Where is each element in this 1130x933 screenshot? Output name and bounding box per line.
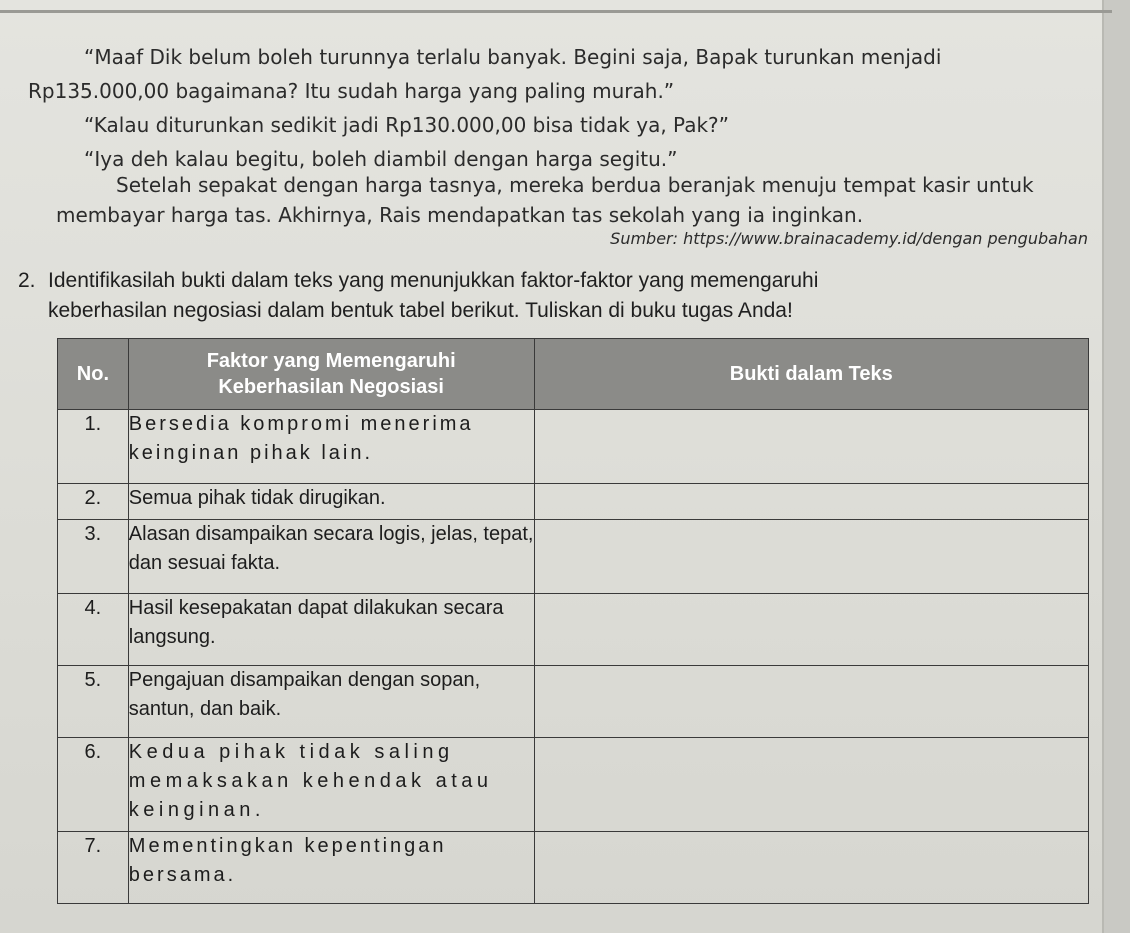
table-row — [58, 738, 1089, 832]
header-factor-line-2: Keberhasilan Negosiasi — [218, 376, 444, 398]
row-number: 3. — [58, 520, 129, 594]
passage-line-4: “Iya deh kalau begitu, boleh diambil dengan harga segitu.” — [84, 147, 678, 171]
header-evidence: Bukti dalam Teks — [534, 339, 1088, 410]
row-factor: Kedua pihak tidak saling memaksakan kehendak atau keinginan. — [128, 738, 534, 832]
table-row — [58, 594, 1089, 666]
row-evidence[interactable] — [534, 594, 1088, 666]
question-line-2: keberhasilan negosiasi dalam bentuk tabel berikut. Tuliskan di buku tugas Anda! — [48, 299, 793, 322]
row-factor: Mementingkan kepentingan bersama. — [128, 832, 534, 904]
row-number: 2. — [58, 484, 129, 520]
factors-table — [57, 338, 1089, 904]
row-factor: Pengajuan disampaikan dengan sopan, santun, dan baik. — [128, 666, 534, 738]
row-evidence[interactable] — [534, 520, 1088, 594]
question-number: 2. — [18, 269, 36, 292]
table-row — [58, 520, 1089, 594]
source-citation: Sumber: https://www.brainacademy.id/dengan pengubahan — [610, 229, 1088, 248]
top-rule — [0, 10, 1112, 13]
row-evidence[interactable] — [534, 484, 1088, 520]
passage-line-1: “Maaf Dik belum boleh turunnya terlalu banyak. Begini saja, Bapak turunkan menjadi — [84, 45, 942, 69]
page-edge — [1102, 0, 1130, 933]
row-evidence[interactable] — [534, 666, 1088, 738]
passage-line-3: “Kalau diturunkan sedikit jadi Rp130.000,00 bisa tidak ya, Pak?” — [84, 113, 730, 137]
header-factor-line-1: Faktor yang Memengaruhi — [206, 350, 456, 372]
table-row — [58, 666, 1089, 738]
table-row — [58, 484, 1089, 520]
table-header-row — [58, 339, 1089, 410]
table-row — [58, 832, 1089, 904]
row-number: 5. — [58, 666, 129, 738]
row-evidence[interactable] — [534, 410, 1088, 484]
table-row — [58, 410, 1089, 484]
passage-line-6: membayar harga tas. Akhirnya, Rais mendapatkan tas sekolah yang ia inginkan. — [56, 203, 864, 227]
row-number: 4. — [58, 594, 129, 666]
header-factor — [128, 339, 534, 410]
header-no: No. — [58, 339, 129, 410]
row-factor: Alasan disampaikan secara logis, jelas, tepat, dan sesuai fakta. — [128, 520, 534, 594]
row-evidence[interactable] — [534, 738, 1088, 832]
row-factor: Bersedia kompromi menerima keinginan pihak lain. — [128, 410, 534, 484]
passage-line-2: Rp135.000,00 bagaimana? Itu sudah harga yang paling murah.” — [28, 79, 675, 103]
passage-line-5: Setelah sepakat dengan harga tasnya, mereka berdua beranjak menuju tempat kasir untuk — [116, 173, 1034, 197]
question-line-1: Identifikasilah bukti dalam teks yang menunjukkan faktor-faktor yang memengaruhi — [48, 269, 819, 292]
row-number: 6. — [58, 738, 129, 832]
row-evidence[interactable] — [534, 832, 1088, 904]
row-factor: Hasil kesepakatan dapat dilakukan secara langsung. — [128, 594, 534, 666]
row-factor: Semua pihak tidak dirugikan. — [128, 484, 534, 520]
row-number: 1. — [58, 410, 129, 484]
question — [18, 266, 1098, 326]
row-number: 7. — [58, 832, 129, 904]
